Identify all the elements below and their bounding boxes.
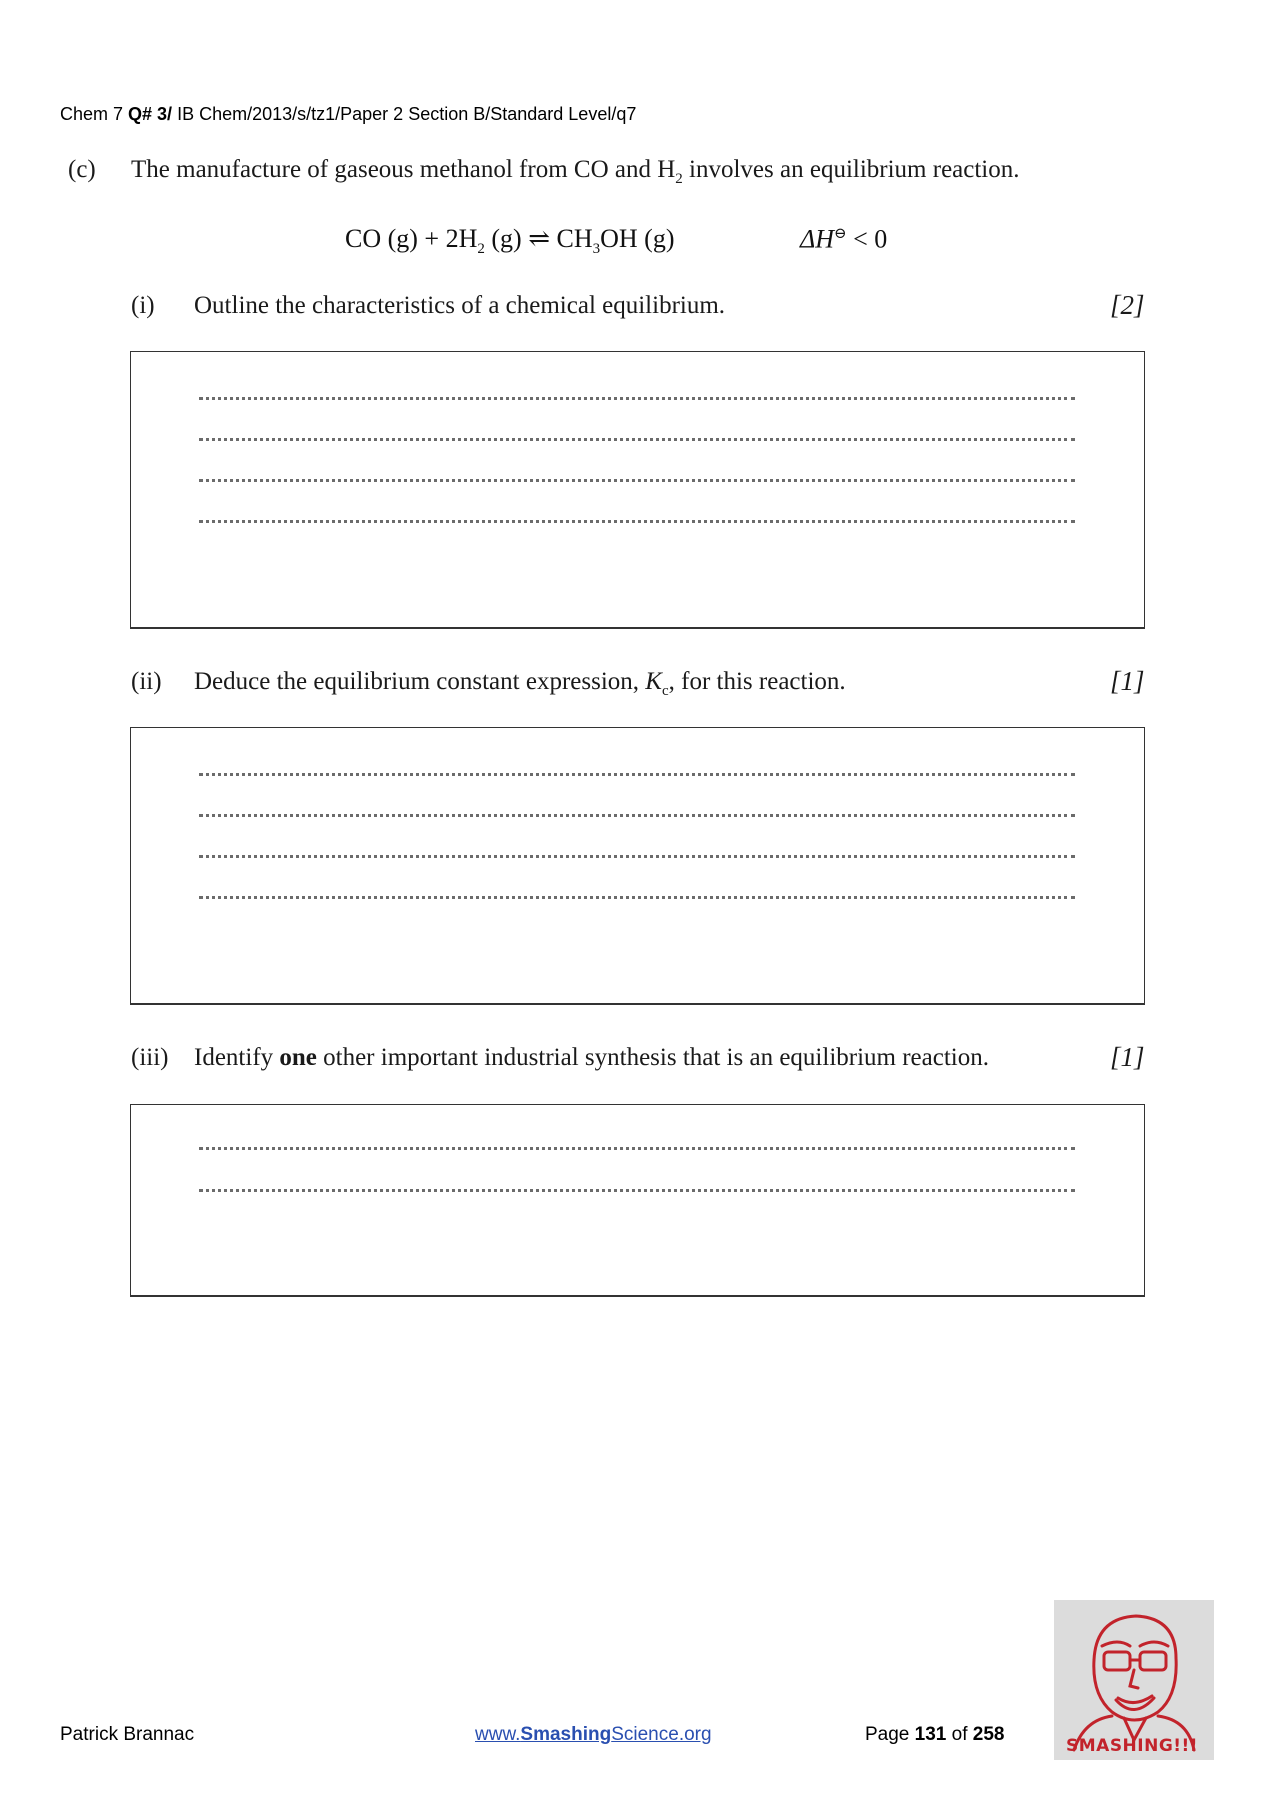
stem-end: involves an equilibrium reaction. [682,156,1020,183]
answer-line[interactable] [199,397,1075,400]
footer-link-wrap [475,1724,712,1746]
enthalpy-condition [800,224,887,255]
kc-symbol: K [645,668,662,695]
page-pre: Page [865,1724,915,1745]
link-post: Science.org [611,1724,712,1745]
sub-i-marks: [2] [1110,290,1145,320]
sub-iii-marks: [1] [1110,1042,1145,1072]
answer-box-i[interactable] [130,351,1145,629]
website-link[interactable] [475,1724,712,1745]
stem-subscript: 2 [675,171,683,187]
page-total: 258 [972,1724,1005,1745]
answer-box-iii[interactable] [130,1104,1145,1297]
eq-lhs2: (g) [484,224,529,253]
dh-condition: < 0 [846,224,888,254]
eq-rhs1: CH [550,224,593,253]
sub-iii-text-end: other important industrial synthesis that is an equilibrium reaction. [316,1044,989,1071]
header-question-number: Q# 3/ [128,104,173,124]
sub-i-label: (i) [131,292,155,319]
eq-rhs2: OH (g) [600,224,675,253]
answer-line[interactable] [199,1189,1075,1192]
header-prefix: Chem 7 [60,104,129,124]
sub-ii-marks: [1] [1110,666,1145,696]
page-number [865,1724,1004,1746]
sub-ii-text-end: , for this reaction. [668,668,846,695]
stamp-label: SMASHING!!! [1066,1736,1199,1756]
footer-author: Patrick Brannac [60,1724,195,1745]
sub-ii-label: (ii) [131,668,162,695]
sub-iii-text-start: Identify [194,1044,280,1071]
answer-line[interactable] [199,814,1075,817]
answer-line[interactable] [199,855,1075,858]
smashing-stamp-logo [1054,1600,1214,1760]
sub-ii-text [194,668,846,700]
sub-ii-text-start: Deduce the equilibrium constant expression, [194,668,646,695]
dh-standard-icon: ⊖ [834,226,847,242]
reaction-equation [345,224,675,258]
kc-subscript: c [661,683,669,699]
eq-rhs-sub: 3 [592,241,601,258]
answer-line[interactable] [199,520,1075,523]
page-mid: of [946,1724,973,1745]
sub-iii-bold: one [279,1044,317,1071]
stem-start: The manufacture of gaseous methanol from CO and H [131,156,676,183]
header-reference: IB Chem/2013/s/tz1/Paper 2 Section B/Standard Level/q7 [172,104,637,124]
eq-lhs1: CO (g) + 2H [345,224,478,253]
question-stem [131,156,1020,188]
part-label: (c) [68,156,96,183]
equilibrium-arrow-icon: ⇌ [528,224,550,253]
link-bold: Smashing [520,1724,612,1745]
page-current: 131 [914,1724,947,1745]
answer-box-ii[interactable] [130,727,1145,1005]
answer-line[interactable] [199,438,1075,441]
sub-iii-text [194,1044,989,1072]
page-header [60,104,636,125]
answer-line[interactable] [199,479,1075,482]
sub-i-text: Outline the characteristics of a chemical equilibrium. [194,292,726,319]
answer-line[interactable] [199,896,1075,899]
sub-iii-label: (iii) [131,1044,169,1071]
answer-line[interactable] [199,773,1075,776]
answer-line[interactable] [199,1147,1075,1150]
link-pre: www. [475,1724,521,1745]
eq-lhs-sub: 2 [477,241,485,258]
dh-symbol: ΔH [800,224,835,254]
